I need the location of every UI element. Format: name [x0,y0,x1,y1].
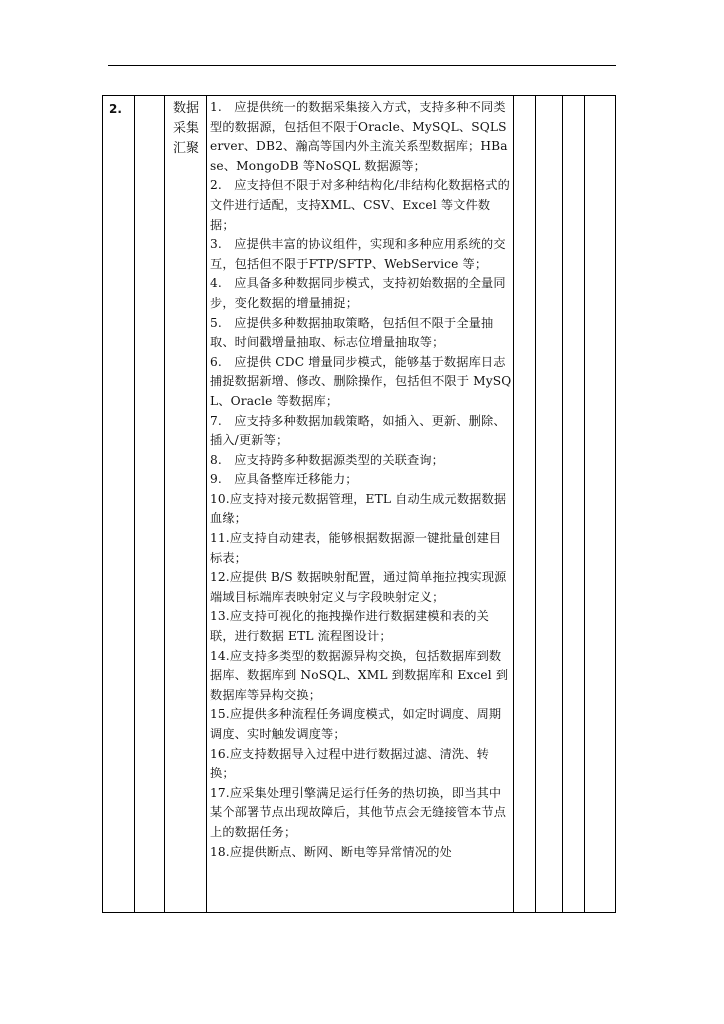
empty-cell [585,96,616,913]
requirements-cell [207,96,514,913]
requirement-item: 13.应支持可视化的拖拽操作进行数据建模和表的关联，进行数据 ETL 流程图设计； [210,609,489,644]
header-rule [108,65,616,66]
category-label: 数据采集汇聚 [173,101,200,156]
row-number-cell [103,96,135,913]
requirements-list [207,96,513,862]
category-cell [165,96,207,913]
requirement-item: 18.应提供断点、断网、断电等异常情况的处 [210,844,452,859]
requirement-item: 8. 应支持跨多种数据源类型的关联查询； [210,452,445,467]
requirement-item: 4. 应具备多种数据同步模式，支持初始数据的全量同步，变化数据的增量捕捉； [210,276,506,310]
requirement-item: 14.应支持多类型的数据源异构交换，包括数据库到数据库、数据库到 NoSQL、XML 到数据库和 Excel 到数据库等异构交换； [210,648,509,702]
requirement-item: 7. 应支持多种数据加载策略，如插入、更新、删除、插入/更新等； [210,413,506,448]
requirement-item: 5. 应提供多种数据抽取策略，包括但不限于全量抽取、时间戳增量抽取、标志位增量抽取等； [210,315,494,350]
requirements-table [102,95,616,913]
empty-cell [536,96,563,913]
requirement-item: 16.应支持数据导入过程中进行数据过滤、清洗、转换； [210,746,489,781]
requirement-item: 1. 应提供统一的数据采集接入方式，支持多种不同类型的数据源，包括但不限于Oracle、MySQL、SQLServer、DB2、瀚高等国内外主流关系型数据库；HBase、MongoDB 等NoSQL 数据源等； [210,100,508,173]
table-row [103,96,616,913]
requirement-item: 2. 应支持但不限于对多种结构化/非结构化数据格式的文件进行适配，支持XML、CSV、Excel 等文件数据； [210,178,510,232]
requirement-item: 3. 应提供丰富的协议组件，实现和多种应用系统的交互，包括但不限于FTP/SFTP、WebService 等； [210,237,506,271]
requirement-item: 17.应采集处理引擎满足运行任务的热切换，即当其中某个部署节点出现故障后，其他节点会无缝接管本节点上的数据任务； [210,785,507,839]
empty-cell [563,96,585,913]
requirement-item: 15.应提供多种流程任务调度模式，如定时调度、周期调度、实时触发调度等； [210,707,502,741]
requirement-item: 12.应提供 B/S 数据映射配置，通过简单拖拉拽实现源端域目标端库表映射定义与字段映射定义； [210,570,507,604]
requirement-item: 9. 应具备整库迁移能力； [210,472,358,487]
row-number: 2. [109,102,122,116]
blank-cell [135,96,165,913]
requirement-item: 6. 应提供 CDC 增量同步模式，能够基于数据库日志捕捉数据新增、修改、删除操作，包括但不限于 MySQL、Oracle 等数据库； [210,354,512,408]
requirement-item: 11.应支持自动建表，能够根据数据源一键批量创建目标表； [210,531,502,565]
requirement-item: 10.应支持对接元数据管理，ETL 自动生成元数据数据血缘； [210,491,507,526]
empty-cell [514,96,536,913]
